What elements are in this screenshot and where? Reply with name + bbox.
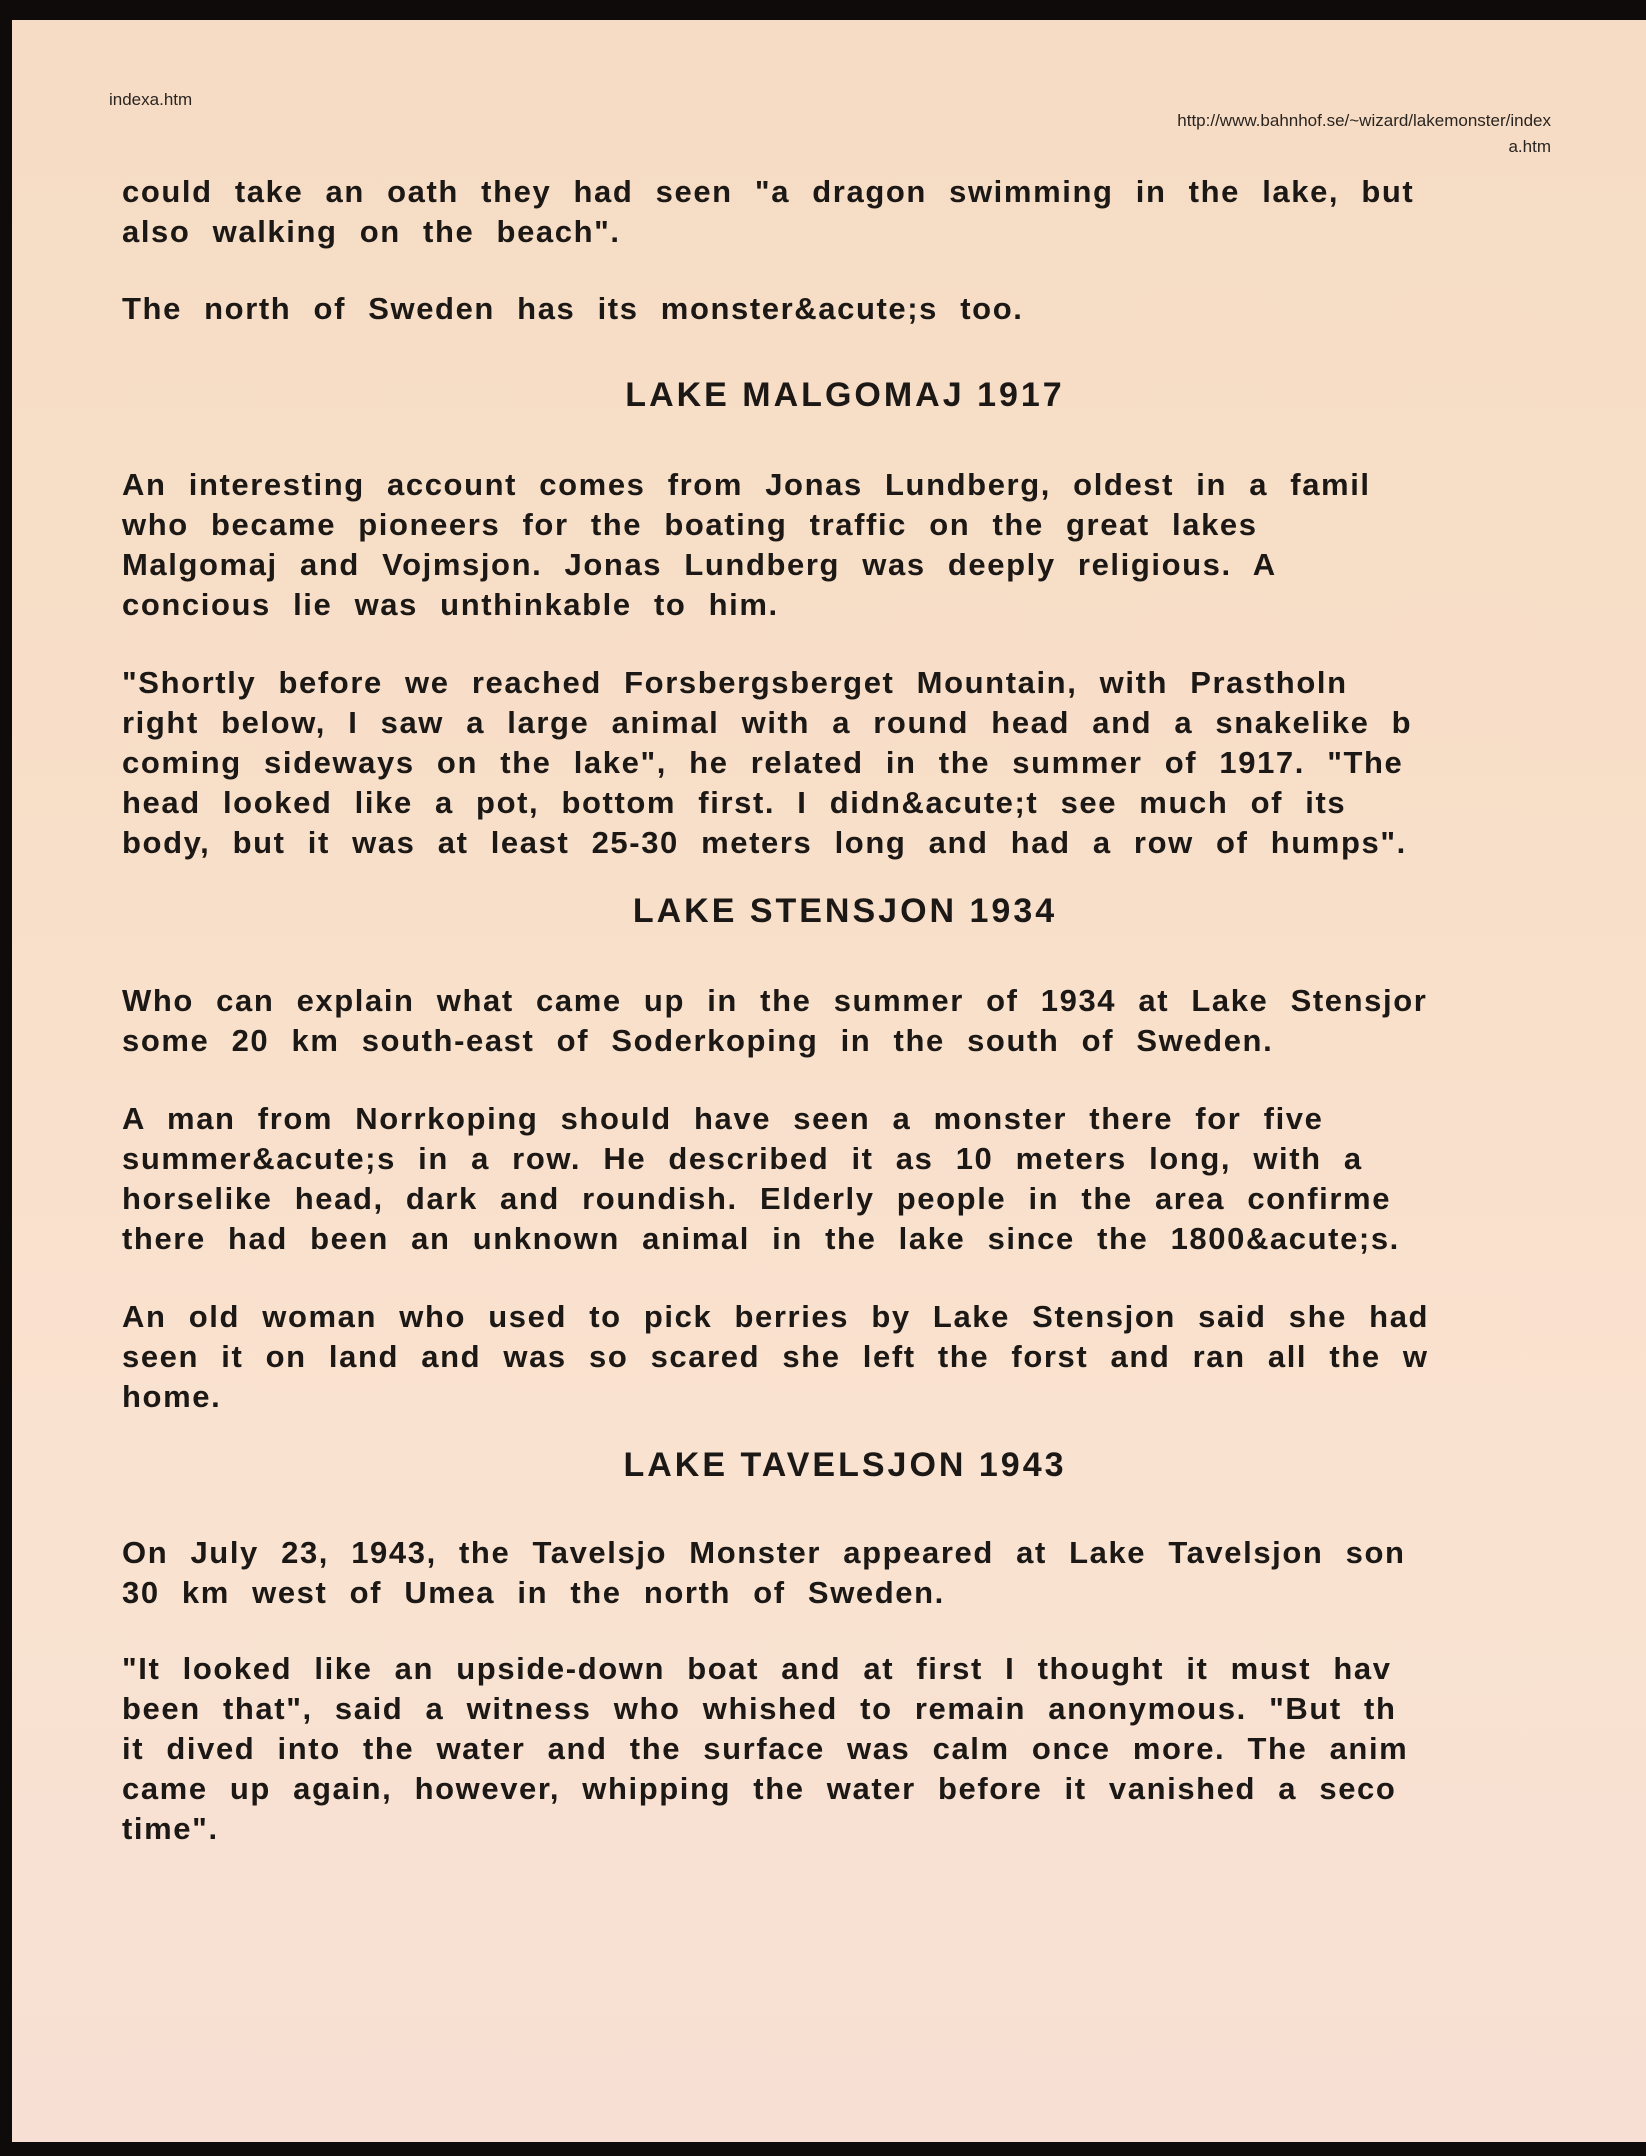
text-line: The north of Sweden has its monster&acute;s too. <box>122 291 1024 326</box>
text-line: right below, I saw a large animal with a round head and a snakelike b <box>122 705 1413 740</box>
stensjon-paragraph-2 <box>122 1099 1572 1259</box>
text-line: came up again, however, whipping the water before it vanished a seco <box>122 1771 1397 1806</box>
text-line: An old woman who used to pick berries by Lake Stensjon said she had <box>122 1299 1430 1334</box>
text-line: also walking on the beach". <box>122 214 621 249</box>
text-line: Who can explain what came up in the summer of 1934 at Lake Stensjor <box>122 983 1428 1018</box>
text-line: who became pioneers for the boating traffic on the great lakes <box>122 507 1258 542</box>
stensjon-paragraph-3 <box>122 1297 1572 1417</box>
text-line: An interesting account comes from Jonas Lundberg, oldest in a famil <box>122 467 1371 502</box>
text-line: some 20 km south-east of Soderkoping in the south of Sweden. <box>122 1023 1274 1058</box>
header-filename: indexa.htm <box>109 90 193 109</box>
text-line: A man from Norrkoping should have seen a monster there for five <box>122 1101 1324 1136</box>
text-line: it dived into the water and the surface was calm once more. The anim <box>122 1731 1409 1766</box>
text-line: been that", said a witness who whished to remain anonymous. "But th <box>122 1691 1397 1726</box>
stensjon-paragraph-1 <box>122 981 1572 1061</box>
malgomaj-paragraph-2 <box>122 663 1572 863</box>
text-line: could take an oath they had seen "a dragon swimming in the lake, but <box>122 174 1415 209</box>
text-line: time". <box>122 1811 219 1846</box>
tavelsjon-paragraph-2 <box>122 1649 1572 1849</box>
section-heading-stensjon: LAKE STENSJON 1934 <box>632 892 1058 930</box>
text-line: home. <box>122 1379 222 1414</box>
text-line: there had been an unknown animal in the lake since the 1800&acute;s. <box>122 1221 1400 1256</box>
tavelsjon-paragraph-1 <box>122 1533 1572 1613</box>
intro-paragraph-2 <box>122 289 1572 329</box>
text-line: coming sideways on the lake", he related in the summer of 1917. "The <box>122 745 1404 780</box>
text-line: "It looked like an upside-down boat and at first I thought it must hav <box>122 1651 1392 1686</box>
printed-page <box>12 20 1646 2142</box>
text-line: head looked like a pot, bottom first. I didn&acute;t see much of its <box>122 785 1347 820</box>
section-heading-tavelsjon: LAKE TAVELSJON 1943 <box>623 1446 1067 1484</box>
text-line: concious lie was unthinkable to him. <box>122 587 779 622</box>
intro-paragraph-1 <box>122 172 1572 252</box>
article-body <box>122 172 1572 1849</box>
text-line: seen it on land and was so scared she left the forst and ran all the w <box>122 1339 1429 1374</box>
section-heading-malgomaj: LAKE MALGOMAJ 1917 <box>625 376 1065 414</box>
header-url <box>1071 108 1551 160</box>
text-line: body, but it was at least 25-30 meters long and had a row of humps". <box>122 825 1407 860</box>
text-line: horselike head, dark and roundish. Elderly people in the area confirme <box>122 1181 1392 1216</box>
text-line: Malgomaj and Vojmsjon. Jonas Lundberg was deeply religious. A <box>122 547 1277 582</box>
header-url-line-2: a.htm <box>1508 137 1551 156</box>
text-line: summer&acute;s in a row. He described it as 10 meters long, with a <box>122 1141 1363 1176</box>
text-line: On July 23, 1943, the Tavelsjo Monster appeared at Lake Tavelsjon son <box>122 1535 1406 1570</box>
malgomaj-paragraph-1 <box>122 465 1572 625</box>
text-line: 30 km west of Umea in the north of Sweden. <box>122 1575 945 1610</box>
header-url-line-1: http://www.bahnhof.se/~wizard/lakemonster/index <box>1177 111 1551 130</box>
text-line: "Shortly before we reached Forsbergsberget Mountain, with Prastholn <box>122 665 1348 700</box>
